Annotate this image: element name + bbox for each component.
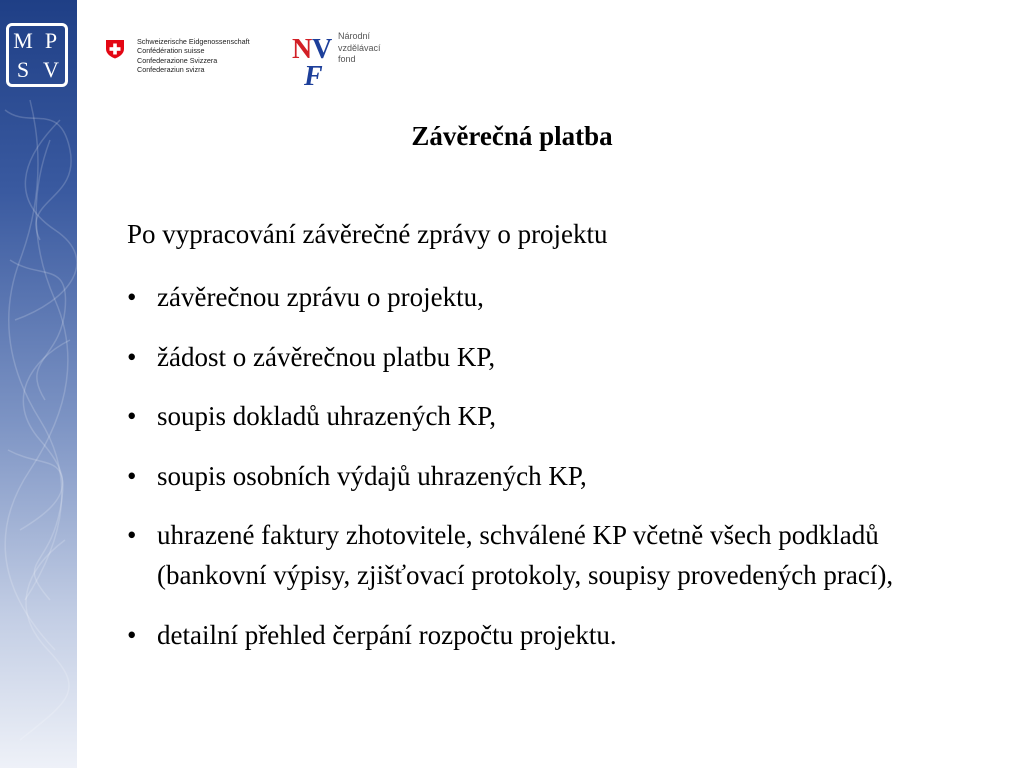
- list-item-text: žádost o závěrečnou platbu KP,: [157, 341, 496, 372]
- slide-title: Závěrečná platba: [411, 121, 613, 151]
- nvf-line: fond: [338, 54, 356, 64]
- bullet-marker: •: [127, 619, 137, 650]
- bullet-marker: •: [127, 520, 137, 550]
- strip-pattern: [0, 0, 77, 768]
- nvf-wordmark: [338, 31, 381, 66]
- list-item: [127, 456, 977, 496]
- decorative-side-strip: [0, 0, 77, 768]
- nvf-logo: [292, 32, 342, 88]
- list-item-text: uhrazené faktury zhotovitele, schválené KP včetně všech podkladů (bankovní výpisy, zjišťovací protokoly, soupisy provedených prací),: [157, 520, 894, 590]
- mpsv-logo: [6, 23, 68, 87]
- list-item-text: detailní přehled čerpání rozpočtu projektu.: [157, 619, 617, 650]
- swiss-line: Confederaziun svizra: [137, 65, 205, 75]
- list-item-text: závěrečnou zprávu o projektu,: [157, 282, 484, 312]
- nvf-letter-v: V: [312, 34, 333, 65]
- list-item: [127, 396, 977, 436]
- mpsv-logo-letter: M: [13, 27, 33, 53]
- swiss-line: Confédération suisse: [137, 46, 205, 56]
- list-item-text: soupis osobních výdajů uhrazených KP,: [157, 460, 587, 491]
- list-item-text: soupis dokladů uhrazených KP,: [157, 401, 496, 431]
- swiss-coat-of-arms-icon: [105, 39, 125, 59]
- bullet-marker: •: [127, 460, 137, 491]
- mpsv-logo-letter: P: [44, 27, 58, 53]
- nvf-letter-n: N: [292, 34, 313, 65]
- mpsv-logo-letter: V: [43, 56, 59, 82]
- bullet-marker: •: [127, 341, 137, 372]
- list-item: [127, 615, 977, 655]
- swiss-line: Schweizerische Eidgenossenschaft: [137, 37, 250, 46]
- list-item: [127, 277, 977, 317]
- bullet-marker: •: [127, 401, 137, 431]
- nvf-line: Národní: [338, 31, 371, 41]
- swiss-line: Confederazione Svizzera: [137, 55, 218, 65]
- mpsv-logo-letter: S: [16, 56, 30, 82]
- list-item: [127, 515, 977, 595]
- bullet-marker: •: [127, 282, 137, 312]
- bullet-list: [127, 277, 977, 674]
- list-item: [127, 337, 977, 377]
- intro-text: Po vypracování závěrečné zprávy o projektu: [127, 219, 608, 249]
- nvf-line: vzdělávací: [338, 42, 381, 53]
- swiss-confederation-wordmark: [137, 37, 250, 75]
- nvf-letter-f: F: [304, 61, 323, 88]
